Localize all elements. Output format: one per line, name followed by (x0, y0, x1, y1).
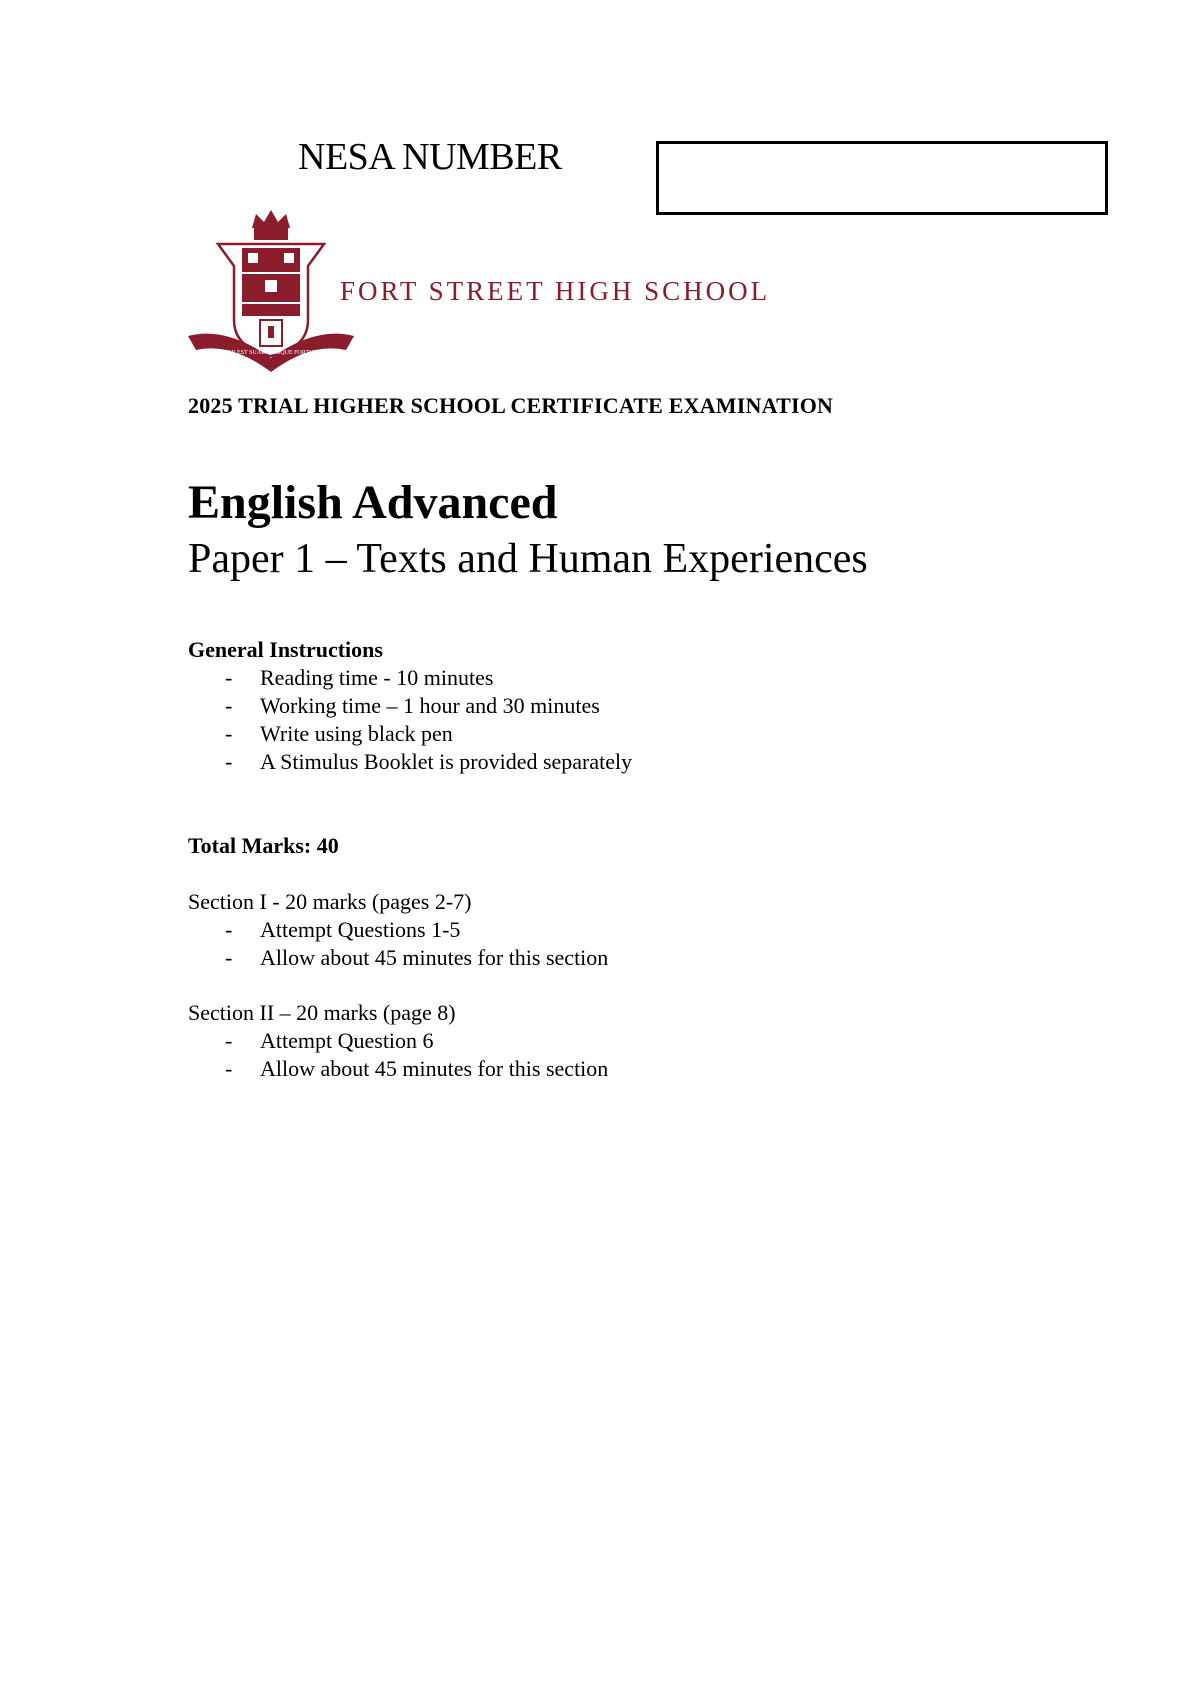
section-heading: Section I - 20 marks (pages 2-7) (188, 889, 472, 914)
section-2-list (188, 1027, 608, 1083)
school-name: FORT STREET HIGH SCHOOL (340, 276, 771, 306)
list-item: - Working time – 1 hour and 30 minutes (225, 693, 600, 718)
instructions-list (188, 664, 632, 776)
exam-title: 2025 TRIAL HIGHER SCHOOL CERTIFICATE EXAMINATION (188, 393, 834, 418)
nesa-number-field[interactable] (656, 141, 1108, 215)
list-item: - Allow about 45 minutes for this section (225, 945, 609, 970)
crown-icon (252, 210, 290, 240)
school-crest-logo (186, 208, 356, 376)
list-item: - Reading time - 10 minutes (225, 665, 494, 690)
total-marks: Total Marks: 40 (188, 833, 339, 858)
general-instructions (188, 636, 632, 776)
section-heading: Section II – 20 marks (page 8) (188, 1000, 456, 1025)
section-1 (188, 888, 608, 972)
general-instructions-heading: General Instructions (188, 637, 383, 662)
list-item: - Write using black pen (225, 721, 453, 746)
list-item: - Attempt Questions 1-5 (225, 917, 461, 942)
list-item: - A Stimulus Booklet is provided separately (225, 749, 633, 774)
paper-title: Paper 1 – Texts and Human Experiences (188, 536, 868, 582)
motto-text: FAHER EST SUAE QUISQUE FORTUNAE (216, 350, 326, 356)
section-2 (188, 999, 608, 1083)
list-item: - Attempt Question 6 (225, 1028, 434, 1053)
course-title: English Advanced (188, 476, 558, 529)
section-1-list (188, 916, 608, 972)
list-item: - Allow about 45 minutes for this section (225, 1056, 609, 1081)
nesa-number-label: NESA NUMBER (298, 136, 562, 178)
